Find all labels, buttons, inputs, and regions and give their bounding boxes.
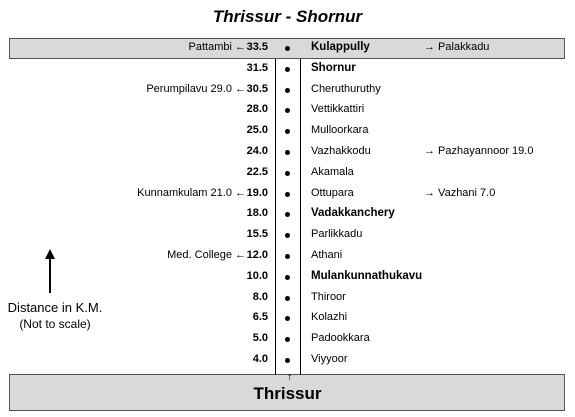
station-dot-icon (285, 67, 290, 72)
station-dot-icon (285, 46, 290, 51)
station-name: Padookkara (311, 332, 370, 345)
station-distance: 19.0 (246, 186, 268, 199)
station-distance: 8.0 (252, 290, 268, 303)
branch-right: → Pazhayannoor 19.0 (424, 145, 534, 157)
station-row (0, 225, 575, 245)
branch-left: Perumpilavu 29.0 ← (146, 82, 246, 95)
station-distance: 30.5 (246, 82, 268, 95)
station-dot-icon (285, 108, 290, 113)
branch-left: Kunnamkulam 21.0 ← (137, 186, 246, 199)
station-distance: 25.0 (246, 124, 268, 137)
station-name: Vazhakkodu (311, 145, 371, 157)
station-name: Kolazhi (311, 311, 348, 324)
station-dot-icon (285, 254, 290, 259)
station-row (0, 100, 575, 120)
station-row (0, 80, 575, 100)
station-row (0, 329, 575, 349)
legend-title: Distance in K.M. (7, 300, 103, 315)
station-row (0, 142, 575, 162)
station-dot-icon (285, 212, 290, 217)
diagram-title: Thrissur - Shornur (212, 7, 363, 26)
station-row (0, 121, 575, 141)
station-distance: 22.5 (246, 165, 268, 178)
branch-right: → Palakkadu (424, 41, 490, 53)
station-name: Athani (311, 249, 343, 261)
bottom-station: Thrissur (253, 384, 322, 403)
station-distance: 5.0 (252, 332, 268, 345)
branch-left: Pattambi ← (188, 41, 246, 53)
station-name: Vadakkanchery (311, 207, 395, 220)
station-row (0, 59, 575, 79)
station-row (0, 204, 575, 224)
station-distance: 33.5 (246, 41, 268, 53)
legend-note: (Not to scale) (19, 317, 91, 331)
station-dot-icon (285, 192, 290, 197)
station-dot-icon (285, 358, 290, 363)
station-name: Akamala (311, 165, 354, 178)
station-name: Shornur (311, 61, 356, 74)
station-distance: 10.0 (246, 269, 268, 282)
station-distance: 18.0 (246, 207, 268, 220)
station-row (0, 350, 575, 370)
station-distance: 6.5 (252, 311, 268, 324)
station-dot-icon (285, 150, 290, 155)
station-dot-icon (285, 88, 290, 93)
station-dot-icon (285, 296, 290, 301)
station-name: Ottupara (311, 186, 354, 199)
station-distance: 4.0 (252, 353, 268, 365)
station-name: Parlikkadu (311, 228, 363, 241)
station-distance: 24.0 (246, 145, 268, 157)
station-name: Thiroor (311, 290, 346, 303)
station-dot-icon (285, 275, 290, 280)
station-name: Viyyoor (311, 353, 348, 365)
station-row (0, 163, 575, 183)
up-arrow-icon: ↑ (287, 371, 293, 383)
station-dot-icon (285, 233, 290, 238)
station-row (0, 246, 575, 266)
station-distance: 28.0 (246, 103, 268, 116)
station-distance: 31.5 (246, 61, 268, 74)
up-arrow-icon (42, 249, 58, 293)
station-distance: 12.0 (246, 249, 268, 261)
station-name: Cheruthuruthy (311, 82, 381, 95)
branch-left: Med. College ← (167, 249, 246, 261)
station-dot-icon (285, 171, 290, 176)
station-name: Mulloorkara (311, 124, 369, 137)
branch-right: → Vazhani 7.0 (424, 186, 496, 199)
station-name: Kulappully (311, 41, 370, 53)
station-dot-icon (285, 129, 290, 134)
station-dot-icon (285, 337, 290, 342)
station-name: Mulankunnathukavu (311, 269, 423, 282)
station-row (0, 38, 575, 58)
station-name: Vettikkattiri (311, 103, 365, 116)
station-row (0, 267, 575, 287)
station-row (0, 184, 575, 204)
station-dot-icon (285, 316, 290, 321)
station-distance: 15.5 (246, 228, 268, 241)
